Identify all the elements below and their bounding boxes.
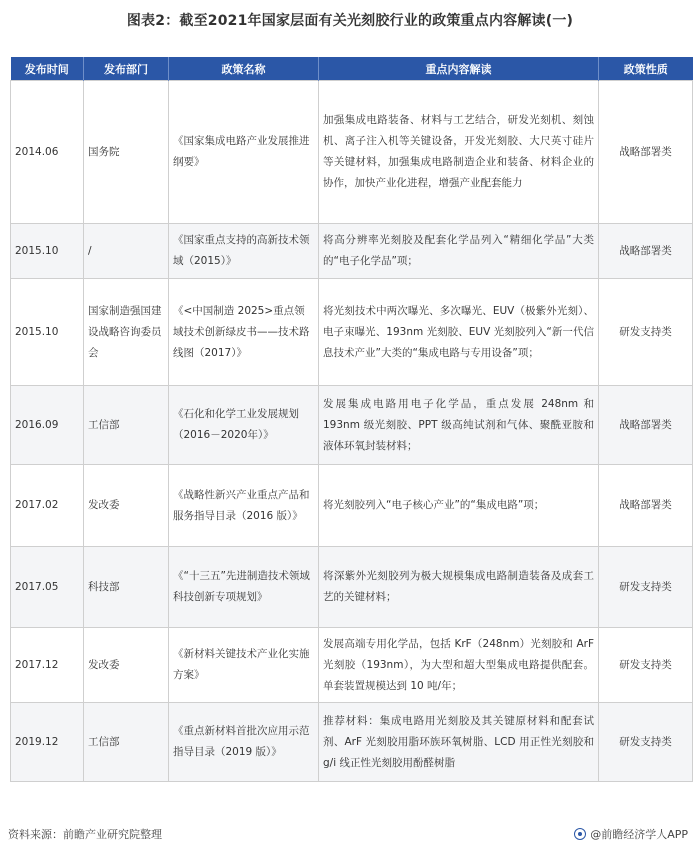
policy-table <box>10 57 693 782</box>
cell-nature: 研发支持类 <box>599 279 693 386</box>
cell-policy-name: 《国家集成电路产业发展推进纲要》 <box>169 81 319 224</box>
cell-dept: 工信部 <box>84 386 169 465</box>
header-name: 政策名称 <box>169 57 319 81</box>
cell-date: 2017.12 <box>11 628 84 703</box>
cell-date: 2015.10 <box>11 224 84 279</box>
header-nature: 政策性质 <box>599 57 693 81</box>
cell-content: 发展集成电路用电子化学品，重点发展 248nm 和 193nm 级光刻胶、PPT 级高纯试剂和气体、聚酰亚胺和液体环氧封装材料； <box>319 386 599 465</box>
header-content: 重点内容解读 <box>319 57 599 81</box>
cell-dept: 发改委 <box>84 465 169 547</box>
cell-nature: 战略部署类 <box>599 386 693 465</box>
source-note: 资料来源：前瞻产业研究院整理 <box>8 828 162 841</box>
table-row <box>11 703 693 782</box>
header-date: 发布时间 <box>11 57 84 81</box>
cell-content: 发展高端专用化学品，包括 KrF（248nm）光刻胶和 ArF 光刻胶（193nm），为大型和超大型集成电路提供配套。单套装置规模达到 10 吨/年； <box>319 628 599 703</box>
cell-date: 2017.05 <box>11 547 84 628</box>
cell-policy-name: 《战略性新兴产业重点产品和服务指导目录（2016 版）》 <box>169 465 319 547</box>
cell-nature: 研发支持类 <box>599 628 693 703</box>
cell-nature: 研发支持类 <box>599 547 693 628</box>
cell-content: 将高分辨率光刻胶及配套化学品列入“精细化学品”大类的“电子化学品”项； <box>319 224 599 279</box>
cell-date: 2017.02 <box>11 465 84 547</box>
cell-policy-name: 《石化和化学工业发展规划（2016－2020年）》 <box>169 386 319 465</box>
header-dept: 发布部门 <box>84 57 169 81</box>
cell-dept: 工信部 <box>84 703 169 782</box>
cell-nature: 战略部署类 <box>599 465 693 547</box>
cell-content: 将深紫外光刻胶列为极大规模集成电路制造装备及成套工艺的关键材料； <box>319 547 599 628</box>
cell-nature: 战略部署类 <box>599 224 693 279</box>
table-row <box>11 547 693 628</box>
cell-content: 推荐材料：集成电路用光刻胶及其关键原材料和配套试剂、ArF 光刻胶用脂环族环氧树脂、LCD 用正性光刻胶和 g/i 线正性光刻胶用酚醛树脂 <box>319 703 599 782</box>
brand-text: @前瞻经济学人APP <box>590 828 688 841</box>
cell-nature: 研发支持类 <box>599 703 693 782</box>
table-row <box>11 465 693 547</box>
cell-content: 将光刻胶列入“电子核心产业”的“集成电路”项； <box>319 465 599 547</box>
table-row <box>11 81 693 224</box>
cell-policy-name: 《“十三五”先进制造技术领域科技创新专项规划》 <box>169 547 319 628</box>
cell-date: 2014.06 <box>11 81 84 224</box>
cell-dept: 国家制造强国建设战略咨询委员会 <box>84 279 169 386</box>
table-row <box>11 386 693 465</box>
table-row <box>11 628 693 703</box>
brand-credit <box>574 826 688 842</box>
cell-date: 2019.12 <box>11 703 84 782</box>
table-row <box>11 279 693 386</box>
cell-content: 将光刻技术中两次曝光、多次曝光、EUV（极紫外光刻）、电子束曝光、193nm 光刻胶、EUV 光刻胶列入“新一代信息技术产业”大类的“集成电路与专用设备”项； <box>319 279 599 386</box>
cell-nature: 战略部署类 <box>599 81 693 224</box>
cell-dept: 科技部 <box>84 547 169 628</box>
cell-policy-name: 《重点新材料首批次应用示范指导目录（2019 版）》 <box>169 703 319 782</box>
cell-policy-name: 《<中国制造 2025>重点领域技术创新绿皮书——技术路线图（2017）》 <box>169 279 319 386</box>
cell-date: 2015.10 <box>11 279 84 386</box>
cell-content: 加强集成电路装备、材料与工艺结合，研发光刻机、刻蚀机、离子注入机等关键设备，开发光刻胶、大尺英寸硅片等关键材料，加强集成电路制造企业和装备、材料企业的协作，加快产业化进程，增强产业配套能力 <box>319 81 599 224</box>
table-row <box>11 224 693 279</box>
brand-logo-icon <box>574 828 586 840</box>
cell-policy-name: 《新材料关键技术产业化实施方案》 <box>169 628 319 703</box>
cell-dept: 国务院 <box>84 81 169 224</box>
cell-policy-name: 《国家重点支持的高新技术领域（2015）》 <box>169 224 319 279</box>
cell-date: 2016.09 <box>11 386 84 465</box>
cell-dept: / <box>84 224 169 279</box>
table-header-row <box>11 57 693 81</box>
cell-dept: 发改委 <box>84 628 169 703</box>
page-title: 图表2：截至2021年国家层面有关光刻胶行业的政策重点内容解读(一) <box>126 13 574 29</box>
